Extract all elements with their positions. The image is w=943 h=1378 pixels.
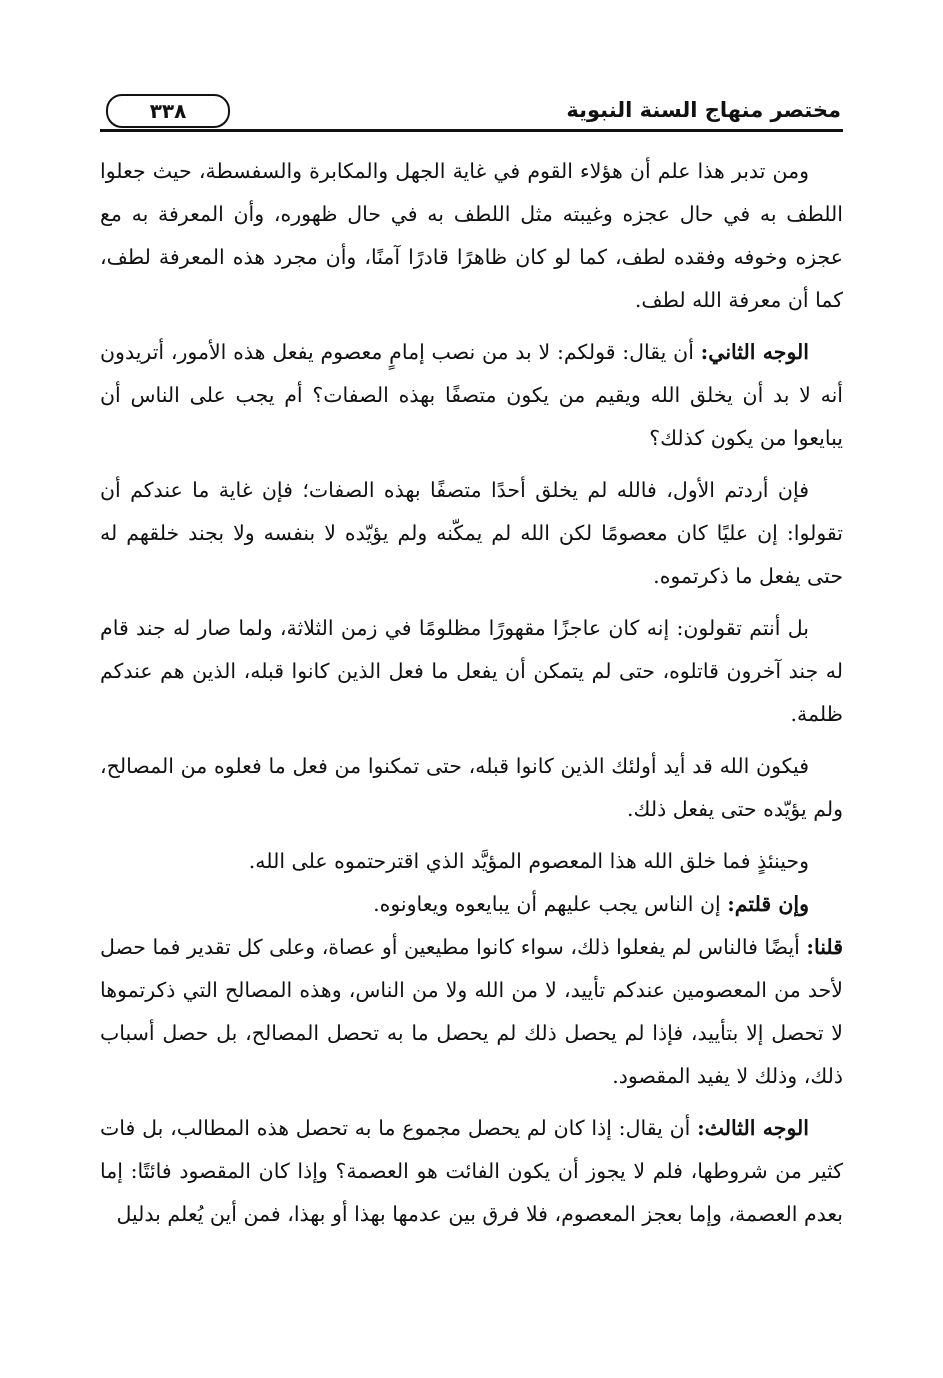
page-number: ٣٣٨ xyxy=(106,94,230,128)
paragraph-7 xyxy=(100,883,843,926)
paragraph-8-lead: قلنا: xyxy=(806,935,843,959)
paragraph-6-text: وحينئذٍ فما خلق الله هذا المعصوم المؤيَّد الذي اقترحتموه على الله. xyxy=(248,849,809,873)
paragraph-7-lead: وإن قلتم: xyxy=(727,892,809,916)
header-rule xyxy=(100,129,843,132)
paragraph-2-lead: الوجه الثاني: xyxy=(700,340,809,364)
paragraph-8 xyxy=(100,926,843,1098)
paragraph-1 xyxy=(100,150,843,322)
paragraph-9-lead: الوجه الثالث: xyxy=(697,1116,809,1140)
paragraph-9 xyxy=(100,1107,843,1236)
page-body xyxy=(100,150,843,1245)
book-title: مختصر منهاج السنة النبوية xyxy=(566,98,841,122)
paragraph-9-text: أن يقال: إذا كان لم يحصل مجموع ما به تحصل هذه المطالب، بل فات كثير من شروطها، فلم لا يجوز أن يكون الفائت هو العصمة؟ وإذا كان المقصود فائتًا: إما بعدم العصمة، وإما بعجز المعصوم، فلا فرق بين عدمها بهذا أو بهذا، فمن أين يُعلم بدليل xyxy=(100,1116,843,1226)
page-header xyxy=(100,92,843,132)
paragraph-4-text: بل أنتم تقولون: إنه كان عاجزًا مقهورًا مظلومًا في زمن الثلاثة، ولما صار له جند قام له جند آخرون قاتلوه، حتى لم يتمكن أن يفعل ما فعل الذين كانوا قبله، الذين هم عندكم ظلمة. xyxy=(100,616,843,726)
paragraph-4 xyxy=(100,607,843,736)
paragraph-8-text: أيضًا فالناس لم يفعلوا ذلك، سواء كانوا مطيعين أو عصاة، وعلى كل تقدير فما حصل لأحد من المعصومين عندكم تأييد، لا من الله ولا من الناس، وهذه المصالح التي ذكرتموها لا تحصل إلا بتأييد، فإذا لم يحصل ذلك لم يحصل ما به تحصل المصالح، بل حصل أسباب ذلك، وذلك لا يفيد المقصود. xyxy=(100,935,843,1088)
paragraph-5 xyxy=(100,745,843,831)
paragraph-6 xyxy=(100,840,843,883)
paragraph-2 xyxy=(100,331,843,460)
paragraph-1-text: ومن تدبر هذا علم أن هؤلاء القوم في غاية الجهل والمكابرة والسفسطة، حيث جعلوا اللطف به في حال عجزه وغيبته مثل اللطف به في حال ظهوره، وأن المعرفة به مع عجزه وخوفه وفقده لطف، كما لو كان ظاهرًا قادرًا آمنًا، وأن مجرد هذه المعرفة لطف، كما أن معرفة الله لطف. xyxy=(100,159,843,312)
paragraph-5-text: فيكون الله قد أيد أولئك الذين كانوا قبله، حتى تمكنوا من فعل ما فعلوه من المصالح، ولم يؤيّده حتى يفعل ذلك. xyxy=(100,754,843,821)
paragraph-7-text: إن الناس يجب عليهم أن يبايعوه ويعاونوه. xyxy=(373,892,728,916)
paragraph-2-text: أن يقال: قولكم: لا بد من نصب إمامٍ معصوم يفعل هذه الأمور، أتريدون أنه لا بد أن يخلق الله ويقيم من يكون متصفًا بهذه الصفات؟ أم يجب على الناس أن يبايعوا من يكون كذلك؟ xyxy=(100,340,843,450)
paragraph-3 xyxy=(100,469,843,598)
paragraph-3-text: فإن أردتم الأول، فالله لم يخلق أحدًا متصفًا بهذه الصفات؛ فإن غاية ما عندكم أن تقولوا: إن عليًا كان معصومًا لكن الله لم يمكّنه ولم يؤيّده لا بنفسه ولا بجند خلقهم له حتى يفعل ما ذكرتموه. xyxy=(100,478,843,588)
